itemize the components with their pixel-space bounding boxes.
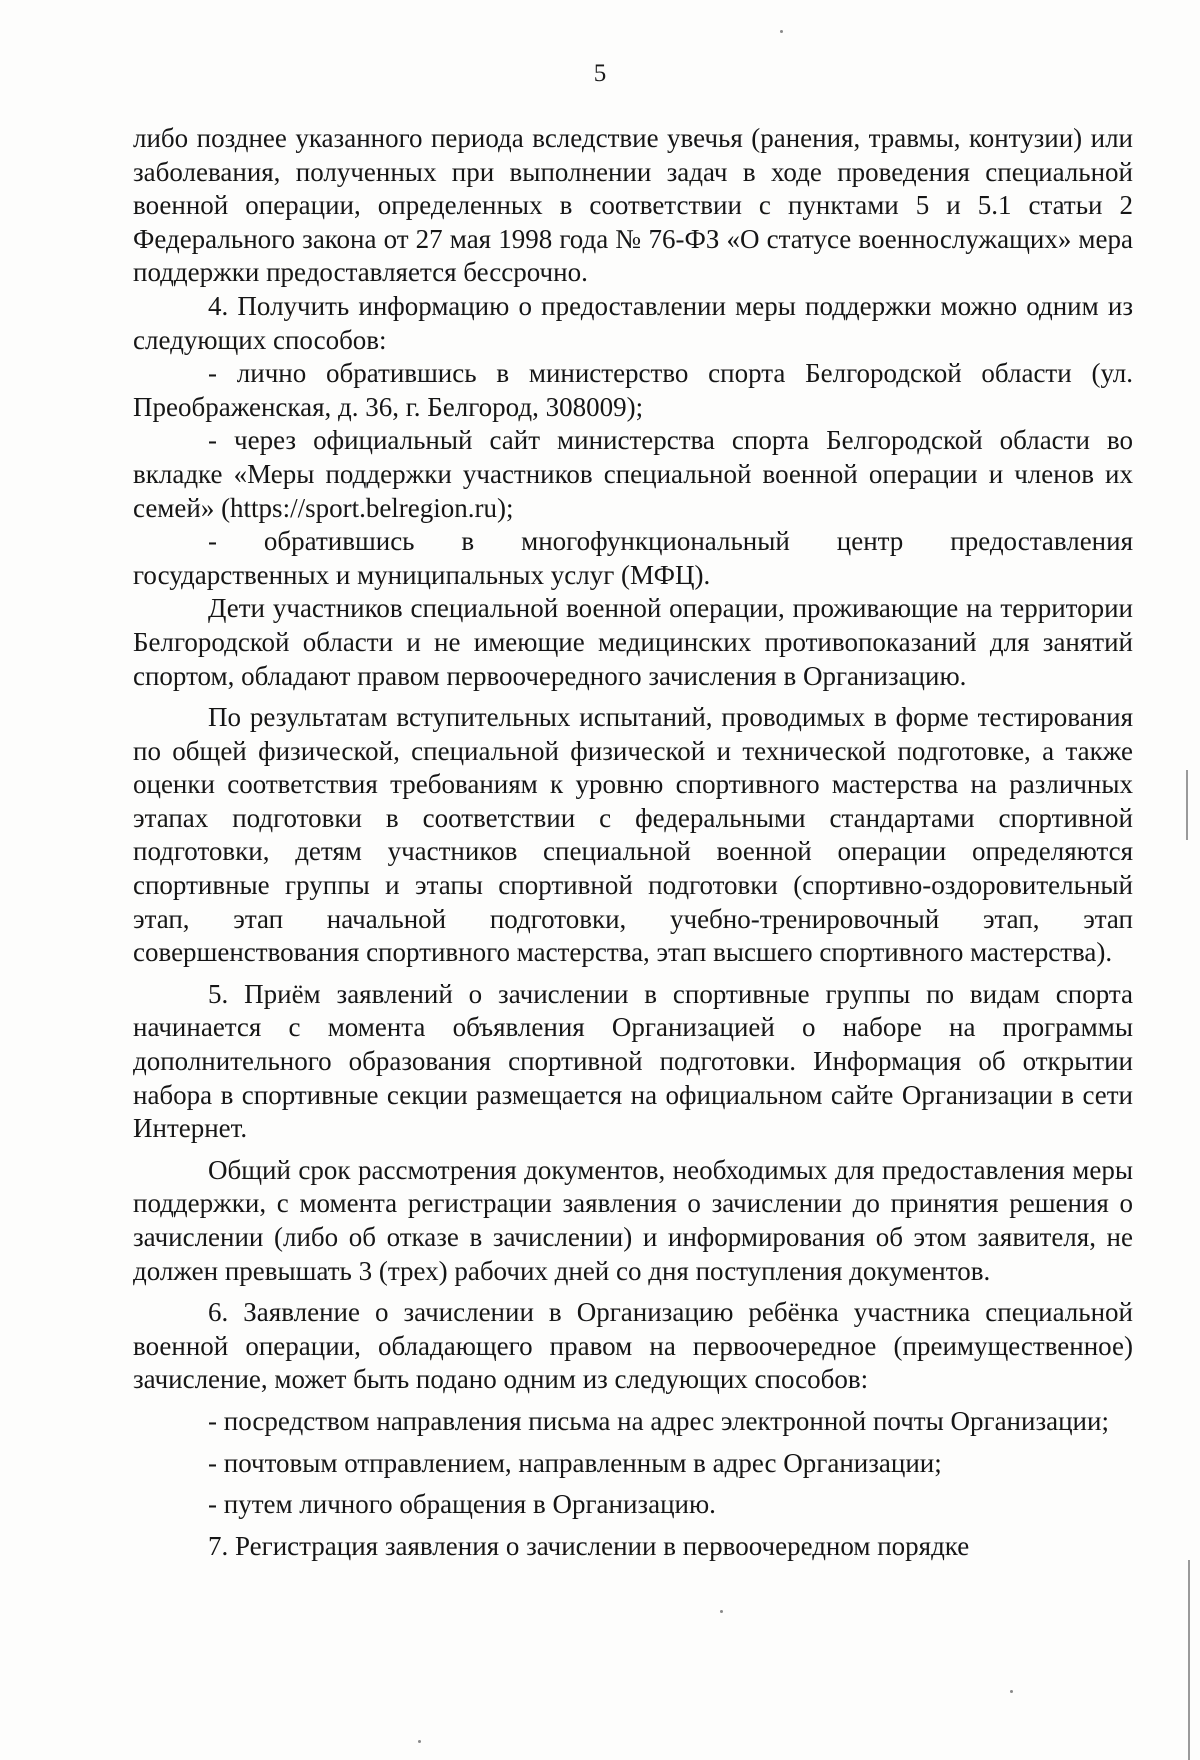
list-item-mfc: - обратившись в многофункциональный центр предоставления государственных и муниципальных услуг (МФЦ). xyxy=(133,526,1133,590)
scan-edge-mark xyxy=(1186,770,1188,840)
scan-speck xyxy=(418,1740,421,1743)
list-item-mail: - почтовым отправлением, направленным в адрес Организации; xyxy=(208,1447,942,1478)
paragraph-item-6: 6. Заявление о зачислении в Организацию ребёнка участника специальной военной операции, обладающего правом на первоочередное (преимущественное) зачисление, может быть подано одним из следующих способов: xyxy=(133,1297,1133,1395)
paragraph-entrance-tests: По результатам вступительных испытаний, проводимых в форме тестирования по общей физической, специальной физической и технической подготовке, а также оценки соответствия требованиям к уровню спортивного мастерства на различных этапах подготовки в соответствии с федеральными стандартами спортивной подготовки, детям участников специальной военной операции определяются спортивные группы и этапы спортивной подготовки (спортивно-оздоровительный этап, этап начальной подготовки, учебно-тренировочный этап, этап совершенствования спортивного мастерства, этап высшего спортивного мастерства). xyxy=(133,702,1133,968)
paragraph-priority-enrollment: Дети участников специальной военной операции, проживающие на территории Белгородской области и не имеющие медицинских противопоказаний для занятий спортом, обладают правом первоочередного зачисления в Организацию. xyxy=(133,593,1133,691)
paragraph-item-4: 4. Получить информацию о предоставлении меры поддержки можно одним из следующих способов: xyxy=(133,290,1133,355)
scan-edge-mark xyxy=(1188,1560,1190,1760)
paragraph-item-7: 7. Регистрация заявления о зачислении в первоочередном порядке xyxy=(208,1530,970,1561)
scan-speck xyxy=(780,30,783,33)
document-body xyxy=(133,122,1133,1563)
page-number: 5 xyxy=(593,60,607,87)
paragraph-review-period: Общий срок рассмотрения документов, необходимых для предоставления меры поддержки, с момента регистрации заявления о зачислении до принятия решения о зачислении (либо об отказе в зачислении) и информирования об этом заявителя, не должен превышать 3 (трех) рабочих дней со дня поступления документов. xyxy=(133,1154,1133,1286)
list-item-email: - посредством направления письма на адрес электронной почты Организации; xyxy=(208,1405,1109,1436)
paragraph-continuation: либо позднее указанного периода вследствие увечья (ранения, травмы, контузии) или заболевания, полученных при выполнении задач в ходе проведения специальной военной операции, определенных в соответствии с пунктами 5 и 5.1 статьи 2 Федерального закона от 27 мая 1998 года № 76-ФЗ «О статусе военнослужащих» мера поддержки предоставляется бессрочно. xyxy=(133,123,1133,288)
paragraph-item-5: 5. Приём заявлений о зачислении в спортивные группы по видам спорта начинается с момента объявления Организацией о наборе на программы дополнительного образования спортивной подготовки. Информация об открытии набора в спортивные секции размещается на официальном сайте Организации в сети Интернет. xyxy=(133,978,1133,1144)
list-item-in-person: - лично обратившись в министерство спорта Белгородской области (ул. Преображенская, д. 36, г. Белгород, 308009); xyxy=(133,358,1133,422)
list-item-website: - через официальный сайт министерства спорта Белгородской области во вкладке «Меры поддержки участников специальной военной операции и членов их семей» (https://sport.belregion.ru); xyxy=(133,425,1133,523)
scan-speck xyxy=(720,1610,723,1613)
scan-speck xyxy=(1010,1690,1013,1693)
list-item-personal-visit: - путем личного обращения в Организацию. xyxy=(208,1489,716,1520)
